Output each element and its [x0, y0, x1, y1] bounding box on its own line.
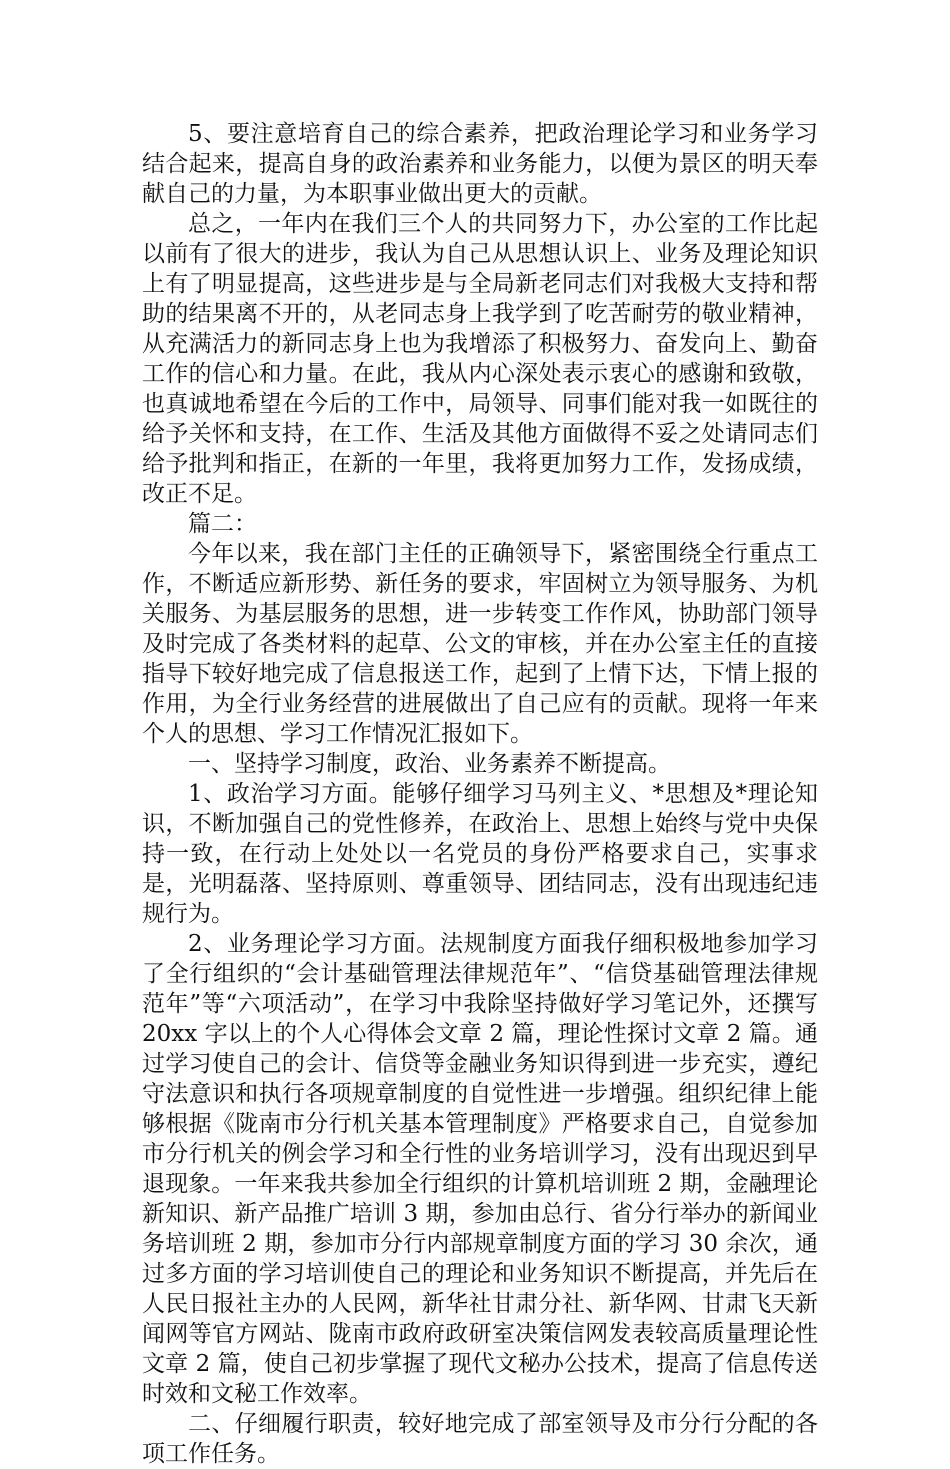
section-heading-duties: 二、仔细履行职责，较好地完成了部室领导及市分行分配的各项工作任务。	[142, 1411, 818, 1467]
document-body	[142, 119, 818, 1469]
paragraph-political-study: 1、政治学习方面。能够仔细学习马列主义、*思想及*理论知识，不断加强自己的党性修养，在政治上、思想上始终与党中央保持一致，在行动上处处以一名党员的身份严格要求自己，实事求是，光明磊落、坚持原则、尊重领导、团结同志，没有出现违纪违规行为。	[142, 781, 818, 927]
section-heading-study-system: 一、坚持学习制度，政治、业务素养不断提高。	[188, 751, 671, 777]
paragraph-introduction: 今年以来，我在部门主任的正确领导下，紧密围绕全行重点工作，不断适应新形势、新任务的要求，牢固树立为领导服务、为机关服务、为基层服务的思想，进一步转变工作作风，协助部门领导及时完成了各类材料的起草、公文的审核，并在办公室主任的直接指导下较好地完成了信息报送工作，起到了上情下达，下情上报的作用，为全行业务经营的进展做出了自己应有的贡献。现将一年来个人的思想、学习工作情况汇报如下。	[142, 541, 818, 747]
paragraph-summary: 总之，一年内在我们三个人的共同努力下，办公室的工作比起以前有了很大的进步，我认为自己从思想认识上、业务及理论知识上有了明显提高，这些进步是与全局新老同志们对我极大支持和帮助的结果离不开的，从老同志身上我学到了吃苦耐劳的敬业精神，从充满活力的新同志身上也为我增添了积极努力、奋发向上、勤奋工作的信心和力量。在此，我从内心深处表示衷心的感谢和致敬，也真诚地希望在今后的工作中，局领导、同事们能对我一如既往的给予关怀和支持，在工作、生活及其他方面做得不妥之处请同志们给予批判和指正，在新的一年里，我将更加努力工作，发扬成绩，改正不足。	[142, 211, 818, 507]
paragraph-business-theory-study: 2、业务理论学习方面。法规制度方面我仔细积极地参加学习了全行组织的“会计基础管理法律规范年”、“信贷基础管理法律规范年”等“六项活动”，在学习中我除坚持做好学习笔记外，还撰写 20xx 字以上的个人心得体会文章 2 篇，理论性探讨文章 2 篇。通过学习使自己的会计、信贷等金融业务知识得到进一步充实，遵纪守法意识和执行各项规章制度的自觉性进一步增强。组织纪律上能够根据《陇南市分行机关基本管理制度》严格要求自己，自觉参加市分行机关的例会学习和全行性的业务培训学习，没有出现迟到早退现象。一年来我共参加全行组织的计算机培训班 2 期，金融理论新知识、新产品推广培训 3 期，参加由总行、省分行举办的新闻业务培训班 2 期，参加市分行内部规章制度方面的学习 30 余次，通过多方面的学习培训使自己的理论和业务知识不断提高，并先后在人民日报社主办的人民网，新华社甘肃分社、新华网、甘肃飞天新闻网等官方网站、陇南市政府政研室决策信网发表较高质量理论性文章 2 篇，使自己初步掌握了现代文秘办公技术，提高了信息传送时效和文秘工作效率。	[142, 931, 818, 1407]
section-heading-part-two: 篇二：	[188, 511, 257, 537]
paragraph-comprehensive-quality: 5、要注意培育自己的综合素养，把政治理论学习和业务学习结合起来，提高自身的政治素养和业务能力，以便为景区的明天奉献自己的力量，为本职事业做出更大的贡献。	[142, 121, 818, 207]
